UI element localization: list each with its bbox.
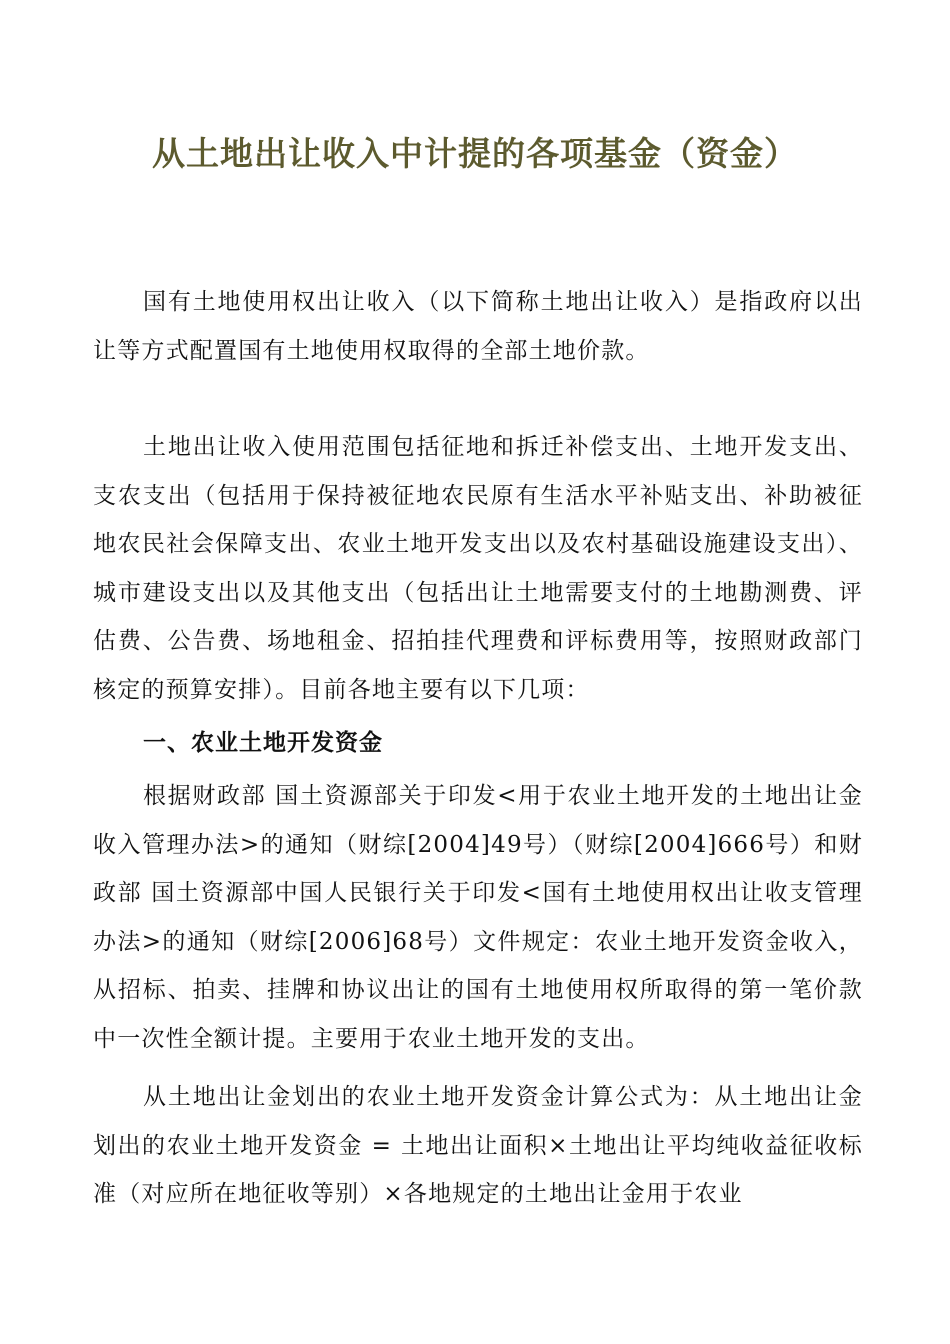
- document-title: 从土地出让收入中计提的各项基金（资金）: [152, 134, 798, 173]
- paragraph-calculation-formula: 从土地出让金划出的农业土地开发资金计算公式为：从土地出让金划出的农业土地开发资金 = 土地出让面积×土地出让平均纯收益征收标准（对应所在地征收等别）×各地规定的土地出让金用于农业: [93, 1084, 863, 1207]
- paragraph-usage-scope: 土地出让收入使用范围包括征地和拆迁补偿支出、土地开发支出、支农支出（包括用于保持被征地农民原有生活水平补贴支出、补助被征地农民社会保障支出、农业土地开发支出以及农村基础设施建设支出）、城市建设支出以及其他支出（包括出让土地需要支付的土地勘测费、评估费、公告费、场地租金、招拍挂代理费和评标费用等，按照财政部门核定的预算安排）。目前各地主要有以下几项：: [93, 434, 863, 703]
- paragraph-regulation-basis: 根据财政部 国土资源部关于印发<用于农业土地开发的土地出让金收入管理办法>的通知（财综[2004]49号）（财综[2004]666号）和财政部 国土资源部中国人民银行关于印发<国有土地使用权出让收支管理办法>的通知（财综[2006]68号）文件规定：农业土地开发资金收入，从招标、拍卖、挂牌和协议出让的国有土地使用权所取得的第一笔价款中一次性全额计提。主要用于农业土地开发的支出。: [93, 783, 863, 1052]
- section-heading: 一、农业土地开发资金: [143, 730, 383, 756]
- paragraph-definition: 国有土地使用权出让收入（以下简称土地出让收入）是指政府以出让等方式配置国有土地使用权取得的全部土地价款。: [93, 289, 863, 364]
